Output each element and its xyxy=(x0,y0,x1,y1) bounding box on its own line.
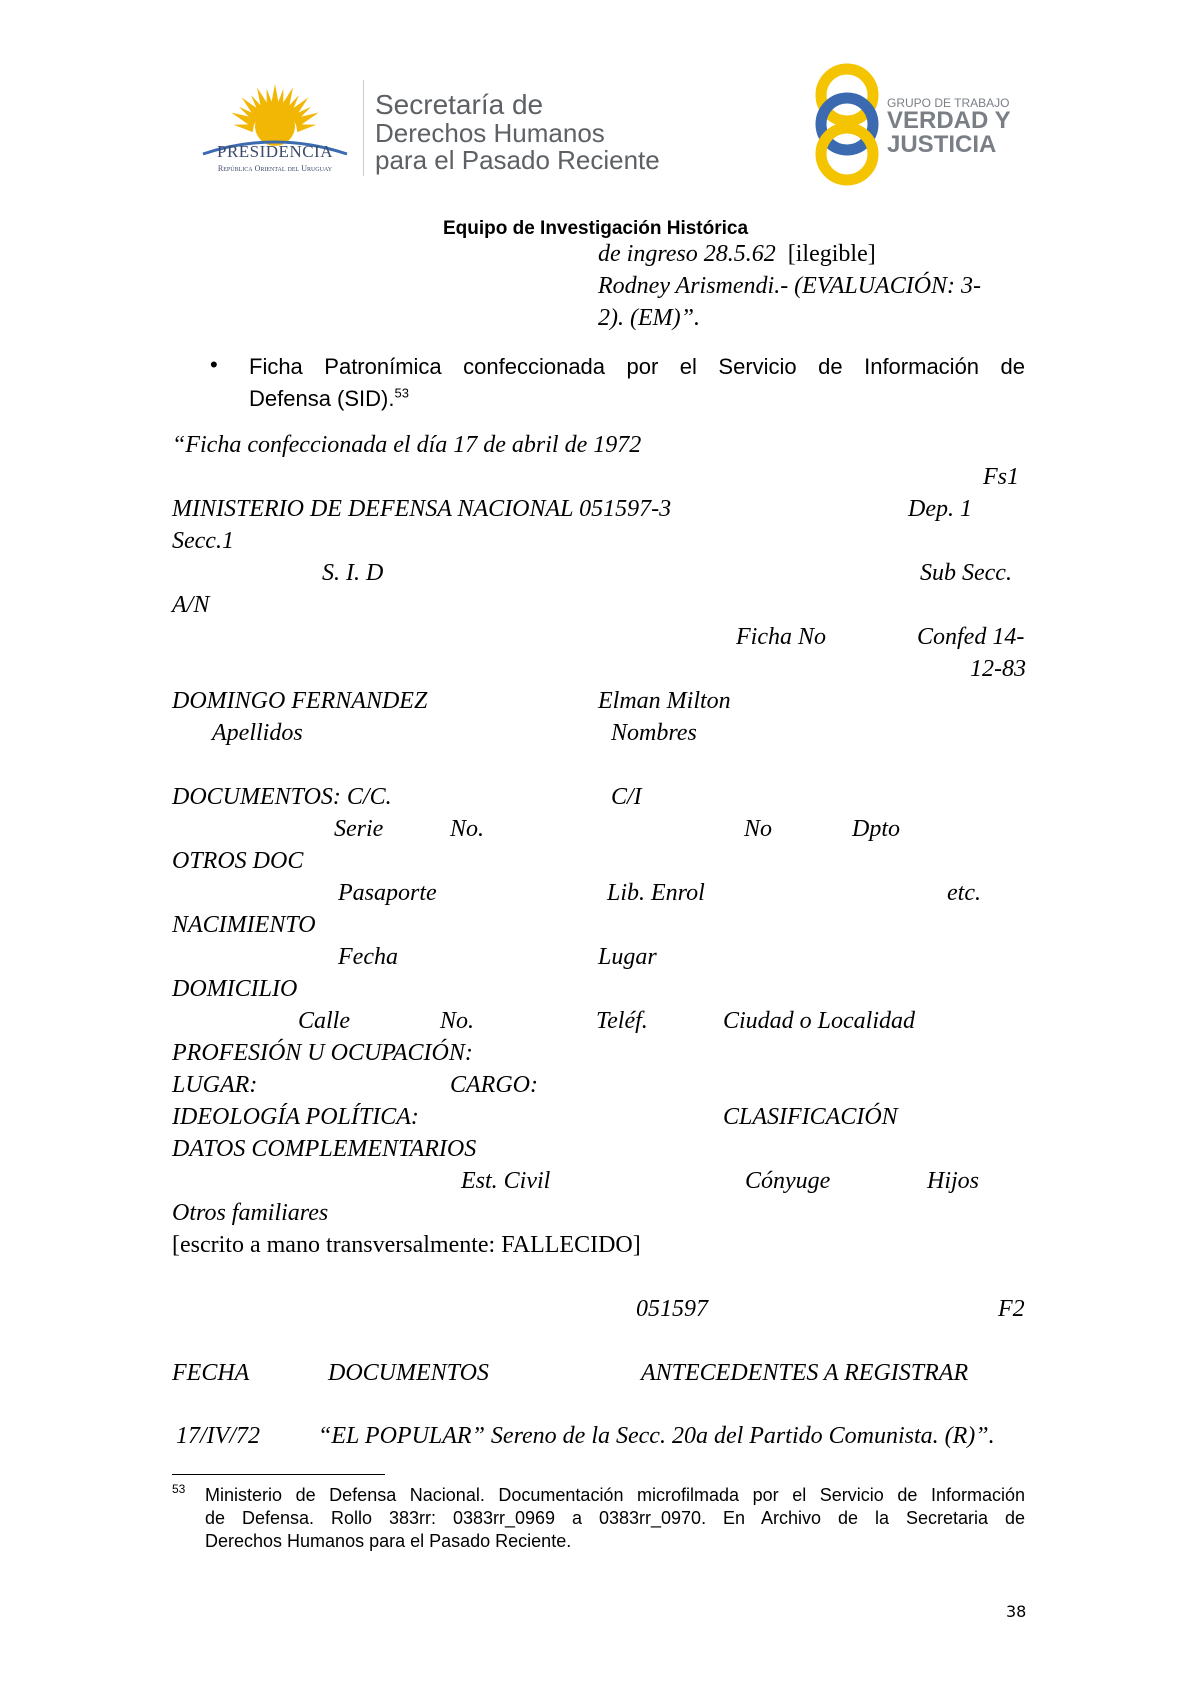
prev-quote-line1: de ingreso 28.5.62 xyxy=(598,241,776,267)
ficha-confed-2: 12-83 xyxy=(970,656,1026,682)
gtvj-line3: JUSTICIA xyxy=(887,131,997,158)
ficha-nacimiento: NACIMIENTO xyxy=(172,912,316,938)
ficha-conyuge: Cónyuge xyxy=(745,1168,831,1194)
ficha-dpto: Dpto xyxy=(852,816,900,842)
ficha-ci: C/I xyxy=(611,784,642,810)
secretaria-logo xyxy=(375,90,660,174)
ficha-row-text: “EL POPULAR” Sereno de la Secc. 20a del Partido Comunista. (R)”. xyxy=(318,1423,995,1449)
ficha-documentos: DOCUMENTOS: C/C. xyxy=(172,784,392,810)
ficha-confed-1: Confed 14- xyxy=(917,624,1025,650)
footnote-separator xyxy=(172,1474,385,1475)
ficha-apellidos-value: DOMINGO FERNANDEZ xyxy=(172,688,428,714)
ficha-lugar2: LUGAR: xyxy=(172,1072,258,1098)
ficha-num2: 051597 xyxy=(636,1296,708,1322)
ficha-etc: etc. xyxy=(947,880,981,906)
ficha-otros-familiares: Otros familiares xyxy=(172,1200,329,1226)
ficha-telef: Teléf. xyxy=(596,1008,648,1034)
ficha-datos-comp: DATOS COMPLEMENTARIOS xyxy=(172,1136,477,1162)
ficha-ficha-no: Ficha No xyxy=(736,624,826,650)
presidencia-subtitle: República Oriental del Uruguay xyxy=(217,164,333,173)
prev-quote-line3: 2). (EM)”. xyxy=(598,305,700,331)
ficha-ministerio: MINISTERIO DE DEFENSA NACIONAL 051597-3 xyxy=(172,496,672,522)
ficha-nota-mano: [escrito a mano transversalmente: FALLECIDO] xyxy=(172,1232,641,1258)
gtvj-logo xyxy=(812,62,1022,187)
secretaria-line1: Secretaría de xyxy=(375,89,544,120)
ficha-cargo: CARGO: xyxy=(450,1072,538,1098)
ficha-domicilio: DOMICILIO xyxy=(172,976,298,1002)
ficha-no1: No. xyxy=(450,816,485,842)
logo-divider xyxy=(363,80,364,176)
ficha-lib-enrol: Lib. Enrol xyxy=(607,880,705,906)
ficha-no3: No. xyxy=(440,1008,475,1034)
ficha-hijos: Hijos xyxy=(927,1168,980,1194)
ficha-est-civil: Est. Civil xyxy=(461,1168,551,1194)
footnote-line3: Derechos Humanos para el Pasado Reciente. xyxy=(205,1531,572,1551)
ficha-pasaporte: Pasaporte xyxy=(338,880,437,906)
ficha-dep: Dep. 1 xyxy=(908,496,972,522)
ficha-ideologia: IDEOLOGÍA POLÍTICA: xyxy=(172,1104,419,1130)
ficha-apellidos-label: Apellidos xyxy=(212,720,303,746)
ficha-f2: F2 xyxy=(998,1296,1025,1322)
ficha-col-fecha: FECHA xyxy=(172,1360,250,1386)
ficha-row-fecha: 17/IV/72 xyxy=(176,1423,260,1449)
ficha-subsecc: Sub Secc. xyxy=(920,560,1012,586)
bullet-marker: • xyxy=(210,352,218,377)
ficha-calle: Calle xyxy=(298,1008,350,1034)
ficha-col-documentos: DOCUMENTOS xyxy=(328,1360,489,1386)
ficha-fecha: Fecha xyxy=(338,944,398,970)
ficha-intro: “Ficha confeccionada el día 17 de abril de 1972 xyxy=(172,432,642,458)
ficha-nombres-label: Nombres xyxy=(611,720,697,746)
page-number: 38 xyxy=(1006,1602,1027,1621)
ficha-an: A/N xyxy=(172,592,210,618)
ficha-secc: Secc.1 xyxy=(172,528,234,554)
ficha-profesion: PROFESIÓN U OCUPACIÓN: xyxy=(172,1040,473,1066)
ficha-serie: Serie xyxy=(334,816,384,842)
ficha-fs1: Fs1 xyxy=(983,464,1019,490)
presidencia-title: PRESIDENCIA xyxy=(216,142,333,161)
ficha-col-antecedentes: ANTECEDENTES A REGISTRAR xyxy=(641,1360,969,1386)
gtvj-line2: VERDAD Y xyxy=(887,107,1011,134)
ficha-sid: S. I. D xyxy=(322,560,384,586)
prev-quote-note: [ilegible] xyxy=(787,241,876,267)
bullet-line1: Ficha Patronímica confeccionada por el Servicio de Información de xyxy=(249,354,1025,379)
ficha-lugar: Lugar xyxy=(598,944,657,970)
footnote-ref[interactable]: 53 xyxy=(394,385,409,401)
ficha-ciudad: Ciudad o Localidad xyxy=(723,1008,916,1034)
ficha-clasificacion: CLASIFICACIÓN xyxy=(723,1104,898,1130)
footnote-line2: de Defensa. Rollo 383rr: 0383rr_0969 a 0383rr_0970. En Archivo de la Secretaria de xyxy=(205,1508,1025,1528)
ficha-otros-doc: OTROS DOC xyxy=(172,848,304,874)
secretaria-line2: Derechos Humanos xyxy=(375,118,605,148)
footnote-line1: Ministerio de Defensa Nacional. Documentación microfilmada por el Servicio de Información xyxy=(205,1485,1025,1505)
bullet-line2: Defensa (SID). xyxy=(249,386,395,411)
presidencia-logo xyxy=(195,80,355,180)
ficha-no2: No xyxy=(744,816,773,842)
secretaria-line3: para el Pasado Reciente xyxy=(375,145,660,175)
gtvj-line1: GRUPO DE TRABAJO xyxy=(887,96,1010,110)
ficha-nombres-value: Elman Milton xyxy=(598,688,731,714)
intertwined-rings-icon xyxy=(812,62,882,187)
team-title: Equipo de Investigación Histórica xyxy=(442,218,749,239)
prev-quote-line2: Rodney Arismendi.- (EVALUACIÓN: 3- xyxy=(598,273,982,299)
footnote-number: 53 xyxy=(172,1482,186,1496)
